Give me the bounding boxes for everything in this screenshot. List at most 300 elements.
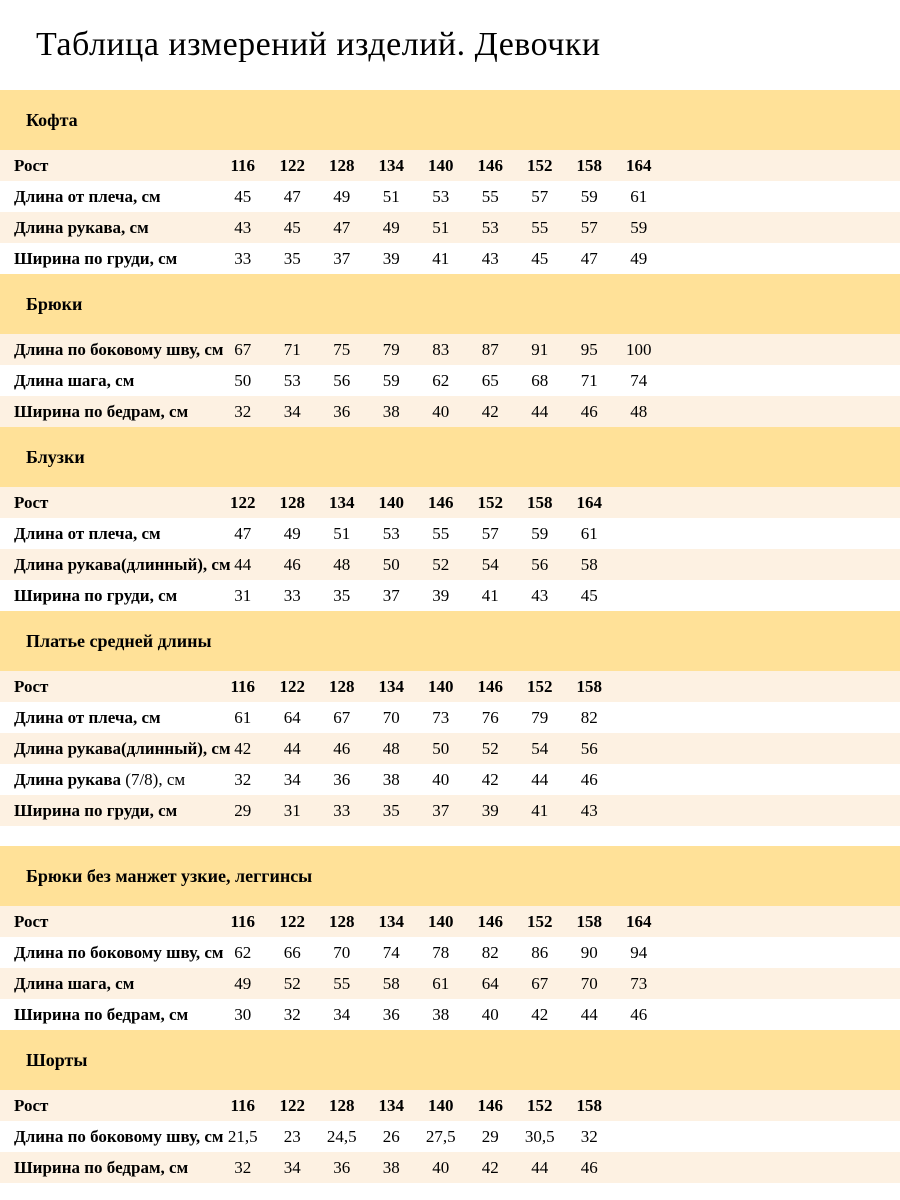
value-cell: 47 [234,523,252,543]
row-label-rost: Рост [14,911,49,931]
value-cell: 34 [333,1004,351,1024]
value-cell: 40 [432,401,450,421]
row-label [0,218,218,238]
value-cell: 38 [382,1157,400,1177]
height-header-cell: 128 [329,1095,355,1115]
row-label [0,708,218,728]
value-cell: 39 [481,800,499,820]
height-header-cell: 152 [527,911,553,931]
row-label-text: Длина рукава, см [14,217,149,237]
row-label-text: Длина шага, см [14,973,135,993]
value-cell: 55 [432,523,450,543]
value-cell: 78 [432,942,450,962]
height-header-cell: 122 [279,155,305,175]
value-cell: 50 [234,370,252,390]
height-header-cell: 134 [378,155,404,175]
value-cell: 52 [481,738,499,758]
row-label [0,156,218,176]
height-header-cell: 146 [477,1095,503,1115]
value-cell: 75 [333,339,351,359]
row-values [218,371,664,391]
section-rows [0,671,900,826]
value-cell: 48 [333,554,351,574]
value-cell: 52 [283,973,301,993]
value-cell: 62 [432,370,450,390]
value-cell: 40 [481,1004,499,1024]
row-values [218,555,614,575]
height-header-cell: 164 [626,155,652,175]
row-values [218,739,614,759]
row-values [218,402,664,422]
height-header-cell: 164 [626,911,652,931]
row-values [218,801,614,821]
row-label [0,339,224,360]
row-label-text: Длина шага, см [14,370,135,390]
value-cell: 41 [481,585,499,605]
value-cell: 39 [382,248,400,268]
value-cell: 91 [531,339,549,359]
value-cell: 38 [382,769,400,789]
value-cell: 100 [626,339,652,359]
row-values [218,218,664,238]
height-header-cell: 122 [279,911,305,931]
value-cell: 46 [580,1157,598,1177]
value-cell: 32 [234,769,252,789]
value-cell: 44 [580,1004,598,1024]
value-cell: 47 [333,217,351,237]
section-header-band [0,611,900,671]
value-cell: 53 [481,217,499,237]
row-label-text: Ширина по бедрам, см [14,401,189,421]
height-header-cell: 158 [527,492,553,512]
value-cell: 90 [580,942,598,962]
table-row [0,906,900,937]
value-cell: 31 [283,800,301,820]
row-label [0,942,224,963]
value-cell: 53 [432,186,450,206]
table-row [0,487,900,518]
measurement-section [0,427,900,611]
value-cell: 50 [432,738,450,758]
row-label [0,524,218,544]
height-header-cell: 134 [329,492,355,512]
row-values [218,340,664,360]
row-values [218,770,614,790]
value-cell: 62 [234,942,252,962]
value-cell: 42 [481,401,499,421]
height-header-cell: 116 [230,676,256,696]
value-cell: 42 [481,1157,499,1177]
value-cell: 49 [630,248,648,268]
value-cell: 59 [630,217,648,237]
height-header-cell: 116 [230,155,256,175]
value-cell: 61 [580,523,598,543]
row-values [218,974,664,994]
value-cell: 68 [531,370,549,390]
table-row [0,212,900,243]
value-cell: 45 [580,585,598,605]
height-header-cell: 128 [279,492,305,512]
table-row [0,671,900,702]
value-cell: 49 [333,186,351,206]
table-row [0,549,900,580]
value-cell: 42 [481,769,499,789]
value-cell: 70 [333,942,351,962]
row-label-text: Ширина по груди, см [14,800,178,820]
value-cell: 82 [481,942,499,962]
value-cell: 57 [481,523,499,543]
section-header-band [0,90,900,150]
value-cell: 32 [234,401,252,421]
height-header-cell: 158 [576,911,602,931]
value-cell: 47 [283,186,301,206]
value-cell: 79 [382,339,400,359]
height-header-cell: 152 [527,155,553,175]
value-cell: 44 [531,769,549,789]
value-cell: 46 [333,738,351,758]
value-cell: 44 [531,1157,549,1177]
row-label-text: Длина рукава(длинный), см [14,738,231,758]
row-label [0,912,218,932]
row-label-rost: Рост [14,676,49,696]
value-cell: 45 [283,217,301,237]
value-cell: 87 [481,339,499,359]
table-row [0,937,900,968]
value-cell: 36 [333,401,351,421]
value-cell: 36 [333,1157,351,1177]
value-cell: 32 [580,1126,598,1146]
value-cell: 42 [234,738,252,758]
value-cell: 33 [234,248,252,268]
value-cell: 56 [531,554,549,574]
row-values [218,708,614,728]
value-cell: 52 [432,554,450,574]
section-title: Блузки [26,446,85,467]
section-rows [0,906,900,1030]
value-cell: 49 [382,217,400,237]
value-cell: 43 [234,217,252,237]
section-title: Шорты [26,1049,88,1070]
section-header-band [0,1030,900,1090]
row-label-rost: Рост [14,1095,49,1115]
value-cell: 55 [531,217,549,237]
row-label-text: Ширина по груди, см [14,585,178,605]
value-cell: 38 [432,1004,450,1024]
height-header-cell: 140 [428,1095,454,1115]
value-cell: 33 [333,800,351,820]
value-cell: 44 [283,738,301,758]
section-rows [0,487,900,611]
value-cell: 71 [283,339,301,359]
value-cell: 30 [234,1004,252,1024]
table-row [0,764,900,795]
value-cell: 67 [531,973,549,993]
section-header-band [0,274,900,334]
table-row [0,1121,900,1152]
value-cell: 48 [630,401,648,421]
value-cell: 55 [333,973,351,993]
value-cell: 74 [630,370,648,390]
height-header-cell: 128 [329,911,355,931]
value-cell: 35 [382,800,400,820]
row-label [0,1096,218,1116]
row-label-text: Ширина по груди, см [14,248,178,268]
value-cell: 39 [432,585,450,605]
height-header-cell: 122 [230,492,256,512]
value-cell: 55 [481,186,499,206]
value-cell: 56 [580,738,598,758]
value-cell: 29 [234,800,252,820]
value-cell: 56 [333,370,351,390]
table-row [0,365,900,396]
row-label [0,974,218,994]
value-cell: 46 [580,401,598,421]
height-header-cell: 152 [527,676,553,696]
value-cell: 46 [580,769,598,789]
table-row [0,702,900,733]
value-cell: 30,5 [524,1126,555,1146]
section-rows [0,1090,900,1183]
height-header-cell: 128 [329,676,355,696]
value-cell: 59 [531,523,549,543]
section-header-band [0,846,900,906]
value-cell: 64 [283,707,301,727]
section-rows [0,334,900,427]
value-cell: 36 [333,769,351,789]
table-row [0,334,900,365]
value-cell: 61 [630,186,648,206]
value-cell: 43 [531,585,549,605]
table-row [0,999,900,1030]
row-values [218,187,664,207]
value-cell: 41 [432,248,450,268]
measurement-section [0,90,900,274]
value-cell: 34 [283,401,301,421]
value-cell: 59 [580,186,598,206]
table-row [0,1152,900,1183]
value-cell: 50 [382,554,400,574]
row-label-rost: Рост [14,492,49,512]
value-cell: 48 [382,738,400,758]
section-title: Кофта [26,109,78,130]
table-row [0,181,900,212]
value-cell: 42 [531,1004,549,1024]
value-cell: 65 [481,370,499,390]
value-cell: 71 [580,370,598,390]
value-cell: 59 [382,370,400,390]
height-header-cell: 158 [576,1095,602,1115]
height-header-cell: 128 [329,155,355,175]
table-row [0,396,900,427]
value-cell: 61 [432,973,450,993]
page-title: Таблица измерений изделий. Девочки [36,26,601,63]
value-cell: 45 [531,248,549,268]
row-values [218,1005,664,1025]
value-cell: 66 [283,942,301,962]
value-cell: 67 [333,707,351,727]
value-cell: 45 [234,186,252,206]
value-cell: 35 [283,248,301,268]
row-label [0,801,218,821]
value-cell: 37 [382,585,400,605]
value-cell: 79 [531,707,549,727]
value-cell: 26 [382,1126,400,1146]
value-cell: 32 [234,1157,252,1177]
value-cell: 34 [283,769,301,789]
height-header-cell: 146 [477,911,503,931]
row-label [0,493,218,513]
value-cell: 51 [333,523,351,543]
value-cell: 58 [382,973,400,993]
height-header-cell: 152 [477,492,503,512]
value-cell: 61 [234,707,252,727]
height-header-cell: 116 [230,911,256,931]
measurement-section [0,846,900,1030]
value-cell: 40 [432,769,450,789]
value-cell: 32 [283,1004,301,1024]
row-values [218,1127,614,1147]
value-cell: 70 [580,973,598,993]
height-header-cell: 164 [576,492,602,512]
height-header-cell: 146 [428,492,454,512]
value-cell: 44 [531,401,549,421]
value-cell: 54 [531,738,549,758]
row-values [218,1158,614,1178]
table-row [0,795,900,826]
row-label-text: Длина от плеча, см [14,523,161,543]
table-row [0,243,900,274]
row-label-text: Длина рукава [14,769,122,789]
row-label [0,554,231,575]
height-header-cell: 116 [230,1095,256,1115]
row-label [0,770,218,790]
value-cell: 51 [382,186,400,206]
value-cell: 57 [580,217,598,237]
value-cell: 40 [432,1157,450,1177]
height-header-cell: 134 [378,911,404,931]
section-title: Брюки без манжет узкие, леггинсы [26,865,313,886]
row-values [218,156,664,176]
row-label-text: Ширина по бедрам, см [14,1004,189,1024]
sections [0,90,900,1183]
value-cell: 47 [580,248,598,268]
height-header-cell: 134 [378,1095,404,1115]
height-header-cell: 140 [428,676,454,696]
value-cell: 38 [382,401,400,421]
row-values [218,249,664,269]
height-header-cell: 122 [279,1095,305,1115]
value-cell: 29 [481,1126,499,1146]
value-cell: 35 [333,585,351,605]
table-row [0,733,900,764]
value-cell: 34 [283,1157,301,1177]
height-header-cell: 158 [576,676,602,696]
value-cell: 27,5 [425,1126,456,1146]
value-cell: 53 [382,523,400,543]
value-cell: 53 [283,370,301,390]
value-cell: 43 [481,248,499,268]
page-header [0,0,900,90]
height-header-cell: 146 [477,155,503,175]
row-label [0,402,218,422]
value-cell: 49 [283,523,301,543]
value-cell: 31 [234,585,252,605]
value-cell: 51 [432,217,450,237]
value-cell: 54 [481,554,499,574]
section-title: Брюки [26,293,83,314]
value-cell: 37 [333,248,351,268]
row-values [218,677,614,697]
row-values [218,912,664,932]
height-header-cell: 140 [428,155,454,175]
height-header-cell: 158 [576,155,602,175]
row-label [0,1126,224,1147]
value-cell: 86 [531,942,549,962]
value-cell: 49 [234,973,252,993]
row-values [218,524,614,544]
table-row [0,580,900,611]
height-header-cell: 146 [477,676,503,696]
value-cell: 37 [432,800,450,820]
section-header-band [0,427,900,487]
value-cell: 21,5 [227,1126,258,1146]
row-label-text: Длина по боковому шву, см [14,942,224,962]
height-header-cell: 152 [527,1095,553,1115]
value-cell: 82 [580,707,598,727]
table-row [0,968,900,999]
height-header-cell: 134 [378,676,404,696]
row-values [218,586,614,606]
row-label [0,738,231,759]
value-cell: 67 [234,339,252,359]
row-values [218,1096,614,1116]
row-label [0,586,218,606]
row-label [0,371,218,391]
value-cell: 57 [531,186,549,206]
measurement-section [0,611,900,826]
value-cell: 41 [531,800,549,820]
value-cell: 33 [283,585,301,605]
row-label-rost: Рост [14,155,49,175]
value-cell: 58 [580,554,598,574]
value-cell: 64 [481,973,499,993]
row-label [0,249,218,269]
value-cell: 46 [630,1004,648,1024]
height-header-cell: 140 [378,492,404,512]
value-cell: 23 [283,1126,301,1146]
table-row [0,150,900,181]
value-cell: 24,5 [326,1126,357,1146]
row-label-text: Длина от плеча, см [14,707,161,727]
section-rows [0,150,900,274]
row-label-text: Длина рукава(длинный), см [14,554,231,574]
row-label-text: Длина по боковому шву, см [14,339,224,359]
row-label [0,1005,218,1025]
row-label [0,1158,218,1178]
value-cell: 70 [382,707,400,727]
value-cell: 83 [432,339,450,359]
table-row [0,518,900,549]
value-cell: 95 [580,339,598,359]
row-values [218,943,664,963]
value-cell: 44 [234,554,252,574]
measurement-section [0,274,900,427]
row-label-text: Длина по боковому шву, см [14,1126,224,1146]
section-title: Платье средней длины [26,630,212,651]
row-label-suffix: (7/8), см [121,769,186,789]
row-values [218,493,614,513]
value-cell: 43 [580,800,598,820]
